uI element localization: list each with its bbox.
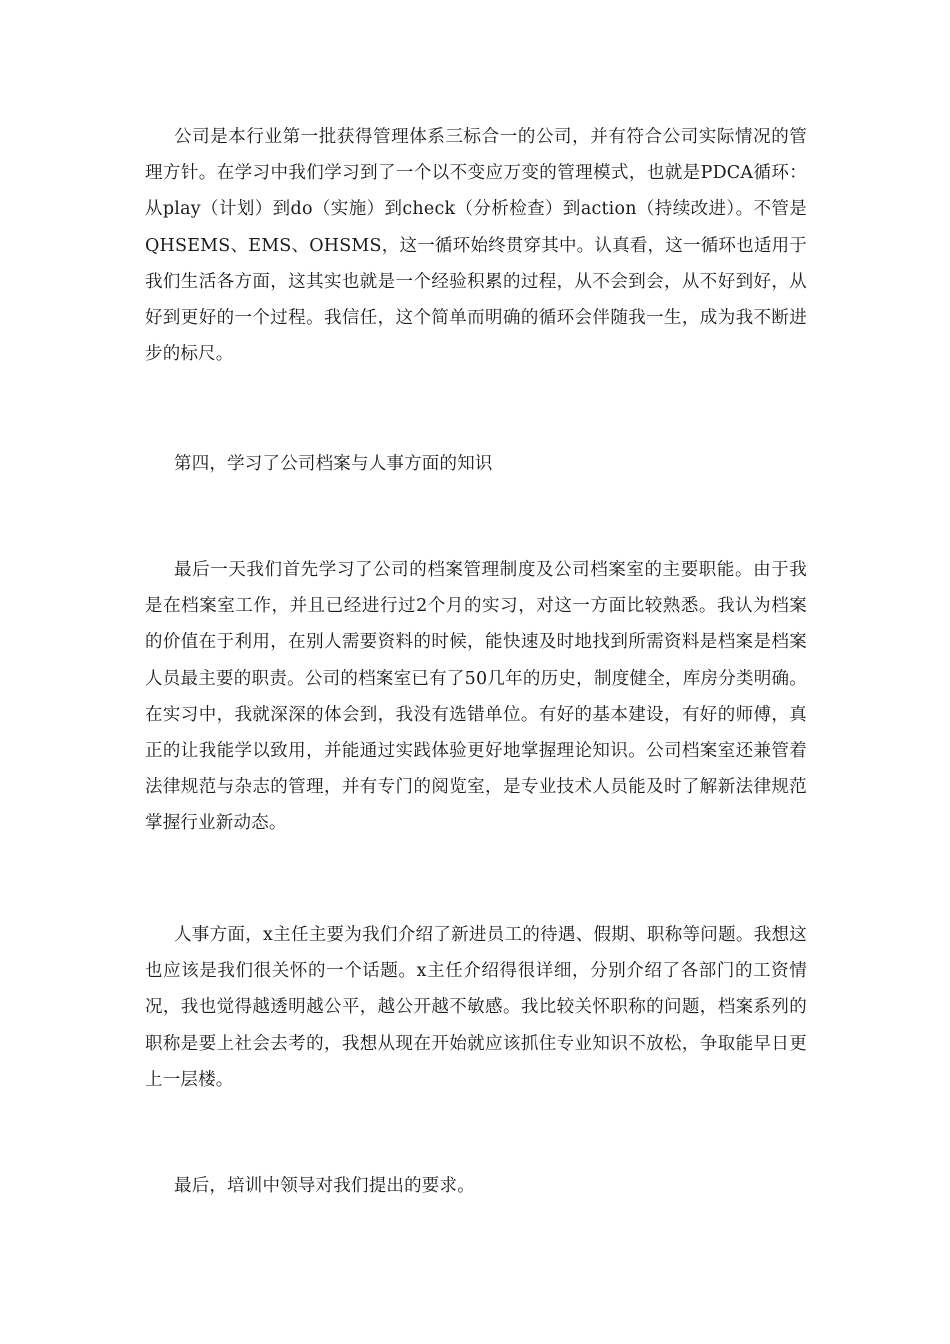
paragraph-training-requirements: 最后，培训中领导对我们提出的要求。 xyxy=(174,1176,475,1196)
paragraph-personnel-matters: 人事方面，x主任主要为我们介绍了新进员工的待遇、假期、职称等问题。我想这也应该是我们很关怀的一个话题。x主任介绍得很详细，分别介绍了各部门的工资情况，我也觉得越透明越公平，越公开越不敏感。我比较关怀职称的问题，档案系列的职称是要上社会去考的，我想从现在开始就应该抓住专业知识不放松，争取能早日更上一层楼。 xyxy=(145,925,807,1090)
paragraph-pdca-cycle: 公司是本行业第一批获得管理体系三标合一的公司，并有符合公司实际情况的管理方针。在学习中我们学习到了一个以不变应万变的管理模式，也就是PDCA循环：从play（计划）到do（实施）到check（分析检查）到action（持续改进）。不管是QHSEMS、EMS、OHSMS，这一循环始终贯穿其中。认真看，这一循环也适用于我们生活各方面，这其实也就是一个经验积累的过程，从不会到会，从不好到好，从好到更好的一个过程。我信任，这个简单而明确的循环会伴随我一生，成为我不断进步的标尺。 xyxy=(145,127,807,365)
paragraph-archives-management: 最后一天我们首先学习了公司的档案管理制度及公司档案室的主要职能。由于我是在档案室工作，并且已经进行过2个月的实习，对这一方面比较熟悉。我认为档案的价值在于利用，在别人需要资料的时候，能快速及时地找到所需资料是档案是档案人员最主要的职责。公司的档案室已有了50几年的历史，制度健全，库房分类明确。在实习中，我就深深的体会到，我没有选错单位。有好的基本建设，有好的师傅，真正的让我能学以致用，并能通过实践体验更好地掌握理论知识。公司档案室还兼管着法律规范与杂志的管理，并有专门的阅览室，是专业技术人员能及时了解新法律规范掌握行业新动态。 xyxy=(145,560,807,834)
section-heading-archives-personnel: 第四，学习了公司档案与人事方面的知识 xyxy=(174,454,493,474)
